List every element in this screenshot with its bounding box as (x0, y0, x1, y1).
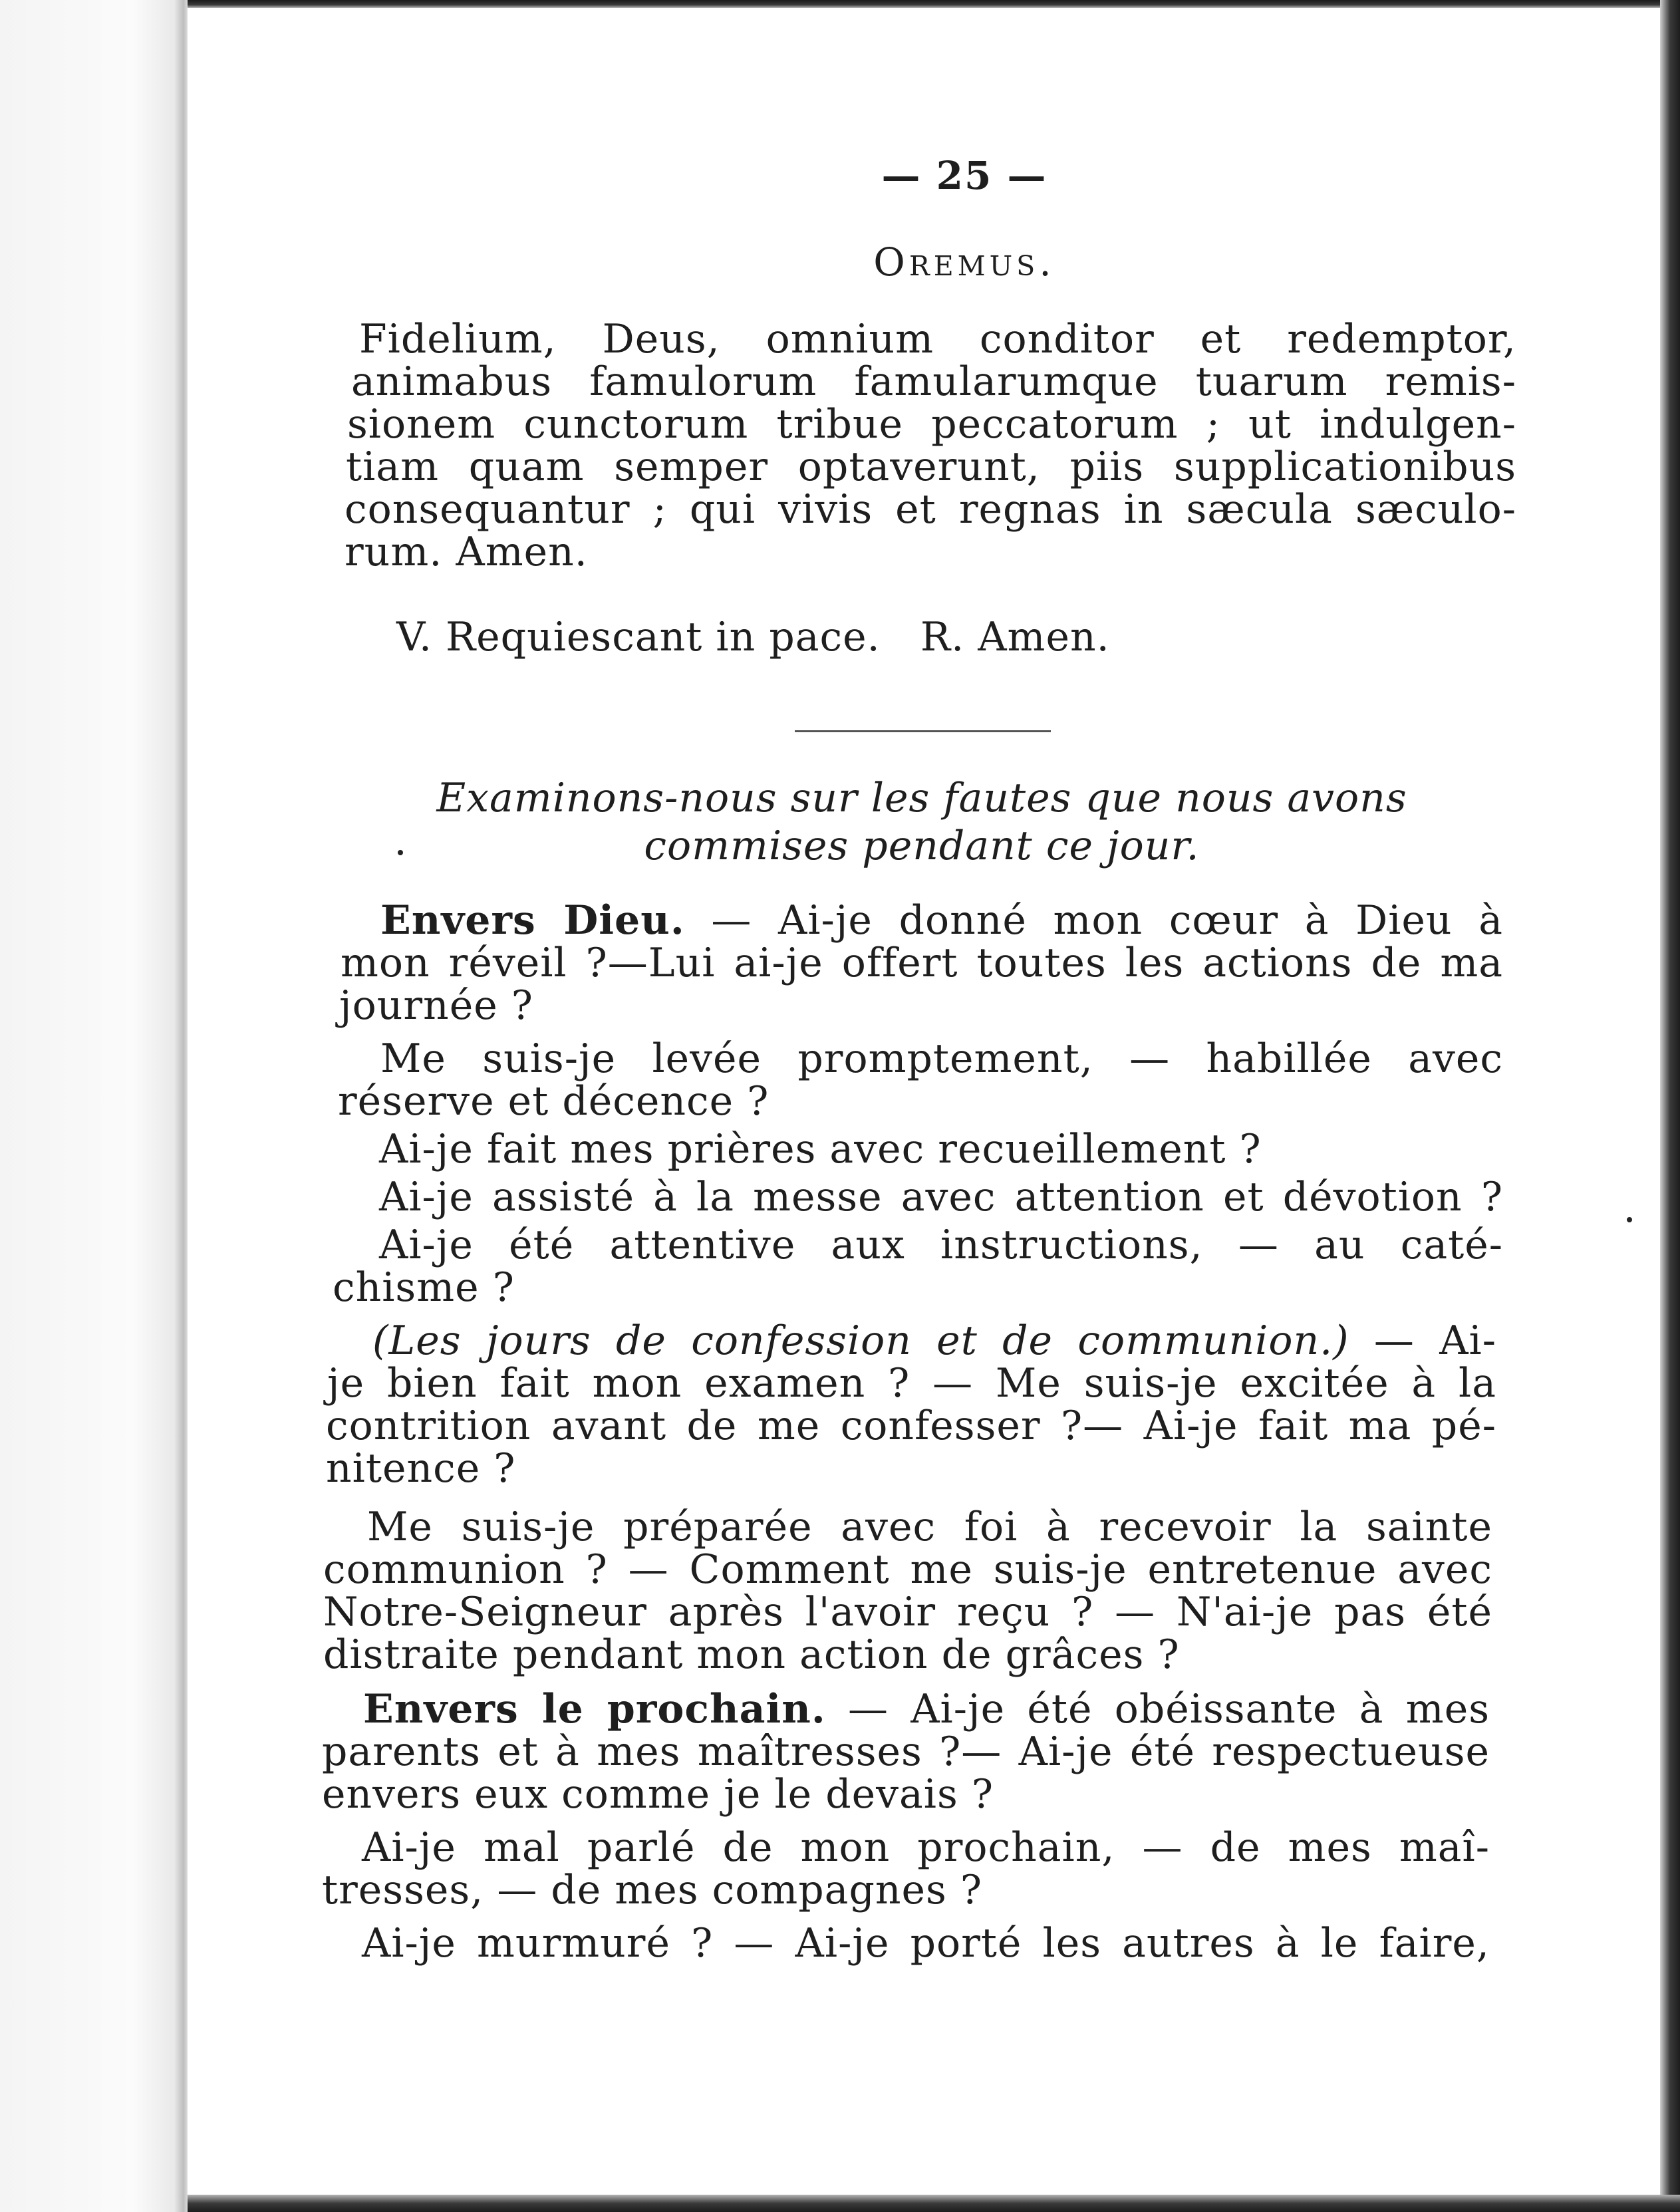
versicle-response: V. Requiescant in pace. R. Amen. (396, 614, 1110, 660)
text-line: nitence ? (326, 1445, 516, 1492)
prayer-line: tiam quam semper optaverunt, piis supplicationibus (346, 444, 1516, 490)
text-line: Ai-je mal parlé de mon prochain, — de mes maî- (362, 1824, 1490, 1871)
text-line: communion ? — Comment me suis-je entretenue avec (323, 1546, 1492, 1593)
text-line: envers eux comme je le devais ? (322, 1771, 994, 1818)
text-line: mon réveil ?—Lui ai-je offert toutes les actions de ma (341, 940, 1503, 986)
text-line: Ai-je assisté à la messe avec attention et dévotion ? (379, 1174, 1503, 1220)
exam-title-continued: commises pendant ce jour. (644, 823, 1200, 869)
text-line: je bien fait mon examen ? — Me suis-je excitée à la (327, 1360, 1496, 1407)
prayer-line: animabus famulorum famularumque tuarum remis- (351, 358, 1516, 405)
prayer-line: consequantur ; qui vivis et regnas in sæcula sæculo- (345, 486, 1516, 533)
parenthetical-note: (Les jours de confession et de communion.) (372, 1317, 1349, 1364)
prayer-line: rum. Amen. (345, 529, 588, 575)
text-line: parents et à mes maîtresses ?— Ai-je été respectueuse (322, 1728, 1490, 1775)
text-line: Notre-Seigneur après l'avoir reçu ? — N'ai-je pas été (323, 1589, 1492, 1635)
text-line: tresses, — de mes compagnes ? (322, 1867, 983, 1913)
print-speck (398, 850, 403, 855)
text-line (372, 1319, 1496, 1362)
text-line: réserve et décence ? (338, 1078, 770, 1125)
text-line: contrition avant de me confesser ?— Ai-je fait ma pé- (326, 1403, 1496, 1449)
text-line: Ai-je fait mes prières avec recueillement ? (379, 1126, 1262, 1173)
prayer-heading: Oremus. (873, 239, 1055, 285)
text-line: chisme ? (333, 1264, 515, 1311)
text-span: — Ai-je donné mon cœur à Dieu à (684, 897, 1503, 944)
prayer-line: Fidelium, Deus, omnium conditor et redemptor, (359, 316, 1516, 362)
text-span: — Ai-je été obéissante à mes (825, 1686, 1490, 1732)
section-label-prochain: Envers le prochain. (363, 1686, 826, 1732)
prayer-line: sionem cunctorum tribue peccatorum ; ut indulgen- (347, 401, 1516, 448)
text-span: — Ai- (1349, 1317, 1496, 1364)
section-divider (795, 730, 1051, 732)
page-number: — 25 — (881, 153, 1048, 198)
text-line (363, 1688, 1490, 1730)
text-line (380, 899, 1503, 942)
text-line: distraite pendant mon action de grâces ? (323, 1631, 1180, 1678)
text-line: Ai-je murmuré ? — Ai-je porté les autres à le faire, (362, 1920, 1490, 1967)
text-line: Me suis-je préparée avec foi à recevoir la sainte (367, 1504, 1492, 1550)
exam-title: Examinons-nous sur les fautes que nous avons (436, 775, 1407, 821)
text-line: Me suis-je levée promptement, — habillée avec (380, 1036, 1503, 1082)
section-label-dieu: Envers Dieu. (380, 897, 685, 944)
text-line: journée ? (339, 982, 533, 1029)
text-line: Ai-je été attentive aux instructions, — au caté- (379, 1222, 1503, 1268)
print-speck (1627, 1217, 1632, 1222)
